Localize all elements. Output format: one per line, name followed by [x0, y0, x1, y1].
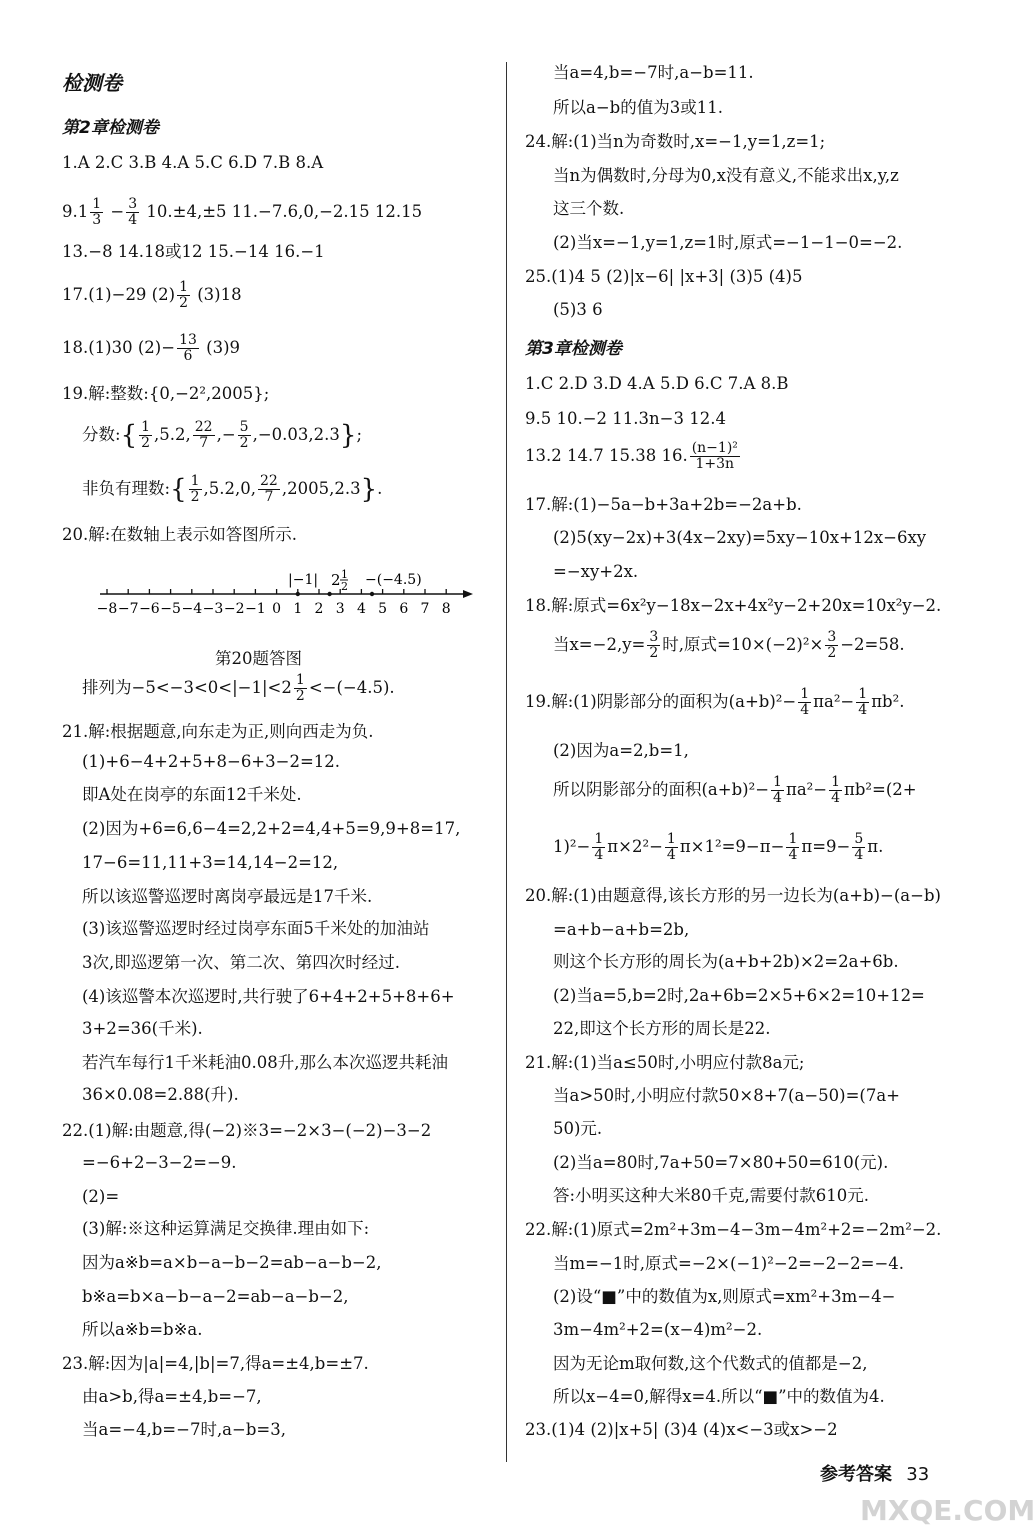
answer-line: 3次,即巡逻第一次、第二次、第四次时经过.: [82, 953, 400, 972]
answer-line: (2)=: [82, 1187, 120, 1206]
answer-line: 当a=−4,b=−7时,a−b=3,: [82, 1420, 286, 1439]
answer-line: 这三个数.: [553, 199, 625, 218]
page-number: 33: [906, 1464, 930, 1485]
number-line-figure: [95, 568, 480, 628]
answer-line: 3+2=36(千米).: [82, 1019, 203, 1038]
number-line-point: [327, 592, 331, 596]
number-line-tick-label: −3: [202, 601, 224, 617]
answer-line: (2)设“■”中的数值为x,则原式=xm²+3m−4−: [553, 1287, 896, 1306]
answer-line: 由a>b,得a=±4,b=−7,: [82, 1387, 262, 1406]
number-line-tick-label: −1: [245, 601, 266, 617]
answer-line: =−6+2−3−2=−9.: [82, 1153, 237, 1172]
watermark: MXQE.COM: [860, 1494, 1035, 1527]
answer-line: 13.−8 14.18或12 15.−14 16.−1: [62, 242, 325, 261]
answer-line: 18.解:原式=6x²y−18x−2x+4x²y−2+20x=10x²y−2.: [525, 596, 942, 615]
number-line-tick-label: 1: [293, 601, 303, 617]
answer-line: (5)3 6: [553, 300, 603, 319]
answer-line: 18.(1)30 (2)− $\frac{13}{6}$ (3)9: [62, 332, 241, 364]
answer-line: 因为无论m取何数,这个代数式的值都是−2,: [553, 1354, 868, 1373]
answer-line: 所以x−4=0,解得x=4.所以“■”中的数值为4.: [553, 1387, 885, 1406]
answer-line: 23.解:因为|a|=4,|b|=7,得a=±4,b=±7.: [62, 1354, 369, 1373]
number-line-tick-label: 6: [399, 601, 409, 617]
answer-line: (2)当x=−1,y=1,z=1时,原式=−1−1−0=−2.: [553, 233, 903, 252]
answer-line: 9.1 $\frac{1}{3}$ − $\frac{3}{4}$ 10.±4,±5 11.−7.6,0,−2.15 12.15: [62, 196, 423, 228]
answer-line: 9.5 10.−2 11.3n−3 12.4: [525, 409, 726, 428]
answer-line: 21.解:根据题意,向东走为正,则向西走为负.: [62, 722, 374, 741]
answer-line: 则这个长方形的周长为(a+b+2b)×2=2a+6b.: [553, 952, 899, 971]
footer: [820, 1460, 929, 1486]
column-divider: [506, 62, 507, 1462]
answer-line: 22.解:(1)原式=2m²+3m−4−3m−4m²+2=−2m²−2.: [525, 1220, 942, 1239]
number-line-tick-label: 5: [378, 601, 388, 617]
number-line-tick-label: 4: [356, 601, 366, 617]
answer-line: 答:小明买这种大米80千克,需要付款610元.: [553, 1186, 870, 1205]
number-line-tick-label: −6: [139, 601, 160, 617]
answer-line: 当x=−2,y= $\frac{3}{2}$ 时,原式=10×(−2)²× $\frac{3}{2}$ −2=58.: [553, 629, 905, 661]
answer-line: 20.解:(1)由题意得,该长方形的另一边长为(a+b)−(a−b): [525, 886, 941, 905]
answer-line: 36×0.08=2.88(升).: [82, 1085, 239, 1104]
answer-line: =−xy+2x.: [553, 562, 639, 581]
number-line-tick-label: 7: [420, 601, 430, 617]
answer-line: 所以该巡警巡逻时离岗亭最远是17千米.: [82, 887, 373, 906]
number-line-tick-label: −5: [160, 601, 181, 617]
answer-line: 排列为−5<−3<0<|−1|<2 $\frac{1}{2}$ <−(−4.5).: [82, 672, 395, 704]
answer-line: 当m=−1时,原式=−2×(−1)²−2=−2−2=−4.: [553, 1254, 905, 1273]
answer-line: 17.解:(1)−5a−b+3a+2b=−2a+b.: [525, 495, 802, 514]
answer-line: 当n为偶数时,分母为0,x没有意义,不能求出x,y,z: [553, 166, 899, 185]
answer-line: 1)²− $\frac{1}{4}$ π×2²− $\frac{1}{4}$ π×1²=9−π− $\frac{1}{4}$ π=9− $\frac{5}{4}$ π.: [553, 831, 884, 863]
answer-line: 3m−4m²+2=(x−4)m²−2.: [553, 1320, 763, 1339]
answer-line: 因为a※b=a×b−a−b−2=ab−a−b−2,: [82, 1253, 382, 1272]
answer-line: 所以a−b的值为3或11.: [553, 98, 723, 117]
answer-line: 20.解:在数轴上表示如答图所示.: [62, 525, 298, 544]
label-neg-neg-4.5: −(−4.5): [365, 572, 422, 588]
answer-line: 17−6=11,11+3=14,14−2=12,: [82, 853, 339, 872]
answer-line: 23.(1)4 (2)|x+5| (3)4 (4)x<−3或x>−2: [525, 1420, 838, 1439]
answer-line: 22,即这个长方形的周长是22.: [553, 1019, 771, 1038]
answer-line: b※a=b×a−b−a−2=ab−a−b−2,: [82, 1287, 349, 1306]
answer-line: 1.A 2.C 3.B 4.A 5.C 6.D 7.B 8.A: [62, 153, 324, 172]
answer-line: (2)因为a=2,b=1,: [553, 741, 689, 760]
page-heading: 检测卷: [62, 71, 122, 95]
answer-line: 非负有理数:{ $\frac{1}{2}$ ,5.2,0, $\frac{22}{7}$ ,2005,2.3}.: [82, 473, 383, 505]
number-line-tick-label: 3: [335, 601, 345, 617]
answer-line: (4)该巡警本次巡逻时,共行驶了6+4+2+5+8+6+: [82, 987, 455, 1006]
answer-line: 所以a※b=b※a.: [82, 1320, 203, 1339]
label-mixed-two: 2: [331, 571, 341, 589]
answer-line: (2)因为+6=6,6−4=2,2+2=4,4+5=9,9+8=17,: [82, 819, 461, 838]
answer-line: 所以阴影部分的面积(a+b)²− $\frac{1}{4}$ πa²− $\frac{1}{4}$ πb²=(2+: [553, 774, 917, 806]
answer-line: 17.(1)−29 (2) $\frac{1}{2}$ (3)18: [62, 279, 242, 311]
answer-line: (1)+6−4+2+5+8−6+3−2=12.: [82, 752, 341, 771]
number-line-tick-label: −8: [96, 601, 118, 617]
arrow-icon: [463, 590, 473, 598]
answer-line: (3)该巡警巡逻时经过岗亭东面5千米处的加油站: [82, 919, 430, 938]
chapter2-title: 第2章检测卷: [62, 118, 159, 138]
label-mixed-den: 2: [341, 580, 348, 593]
number-line-tick-label: 8: [441, 601, 451, 617]
answer-line: 即A处在岗亭的东面12千米处.: [82, 785, 302, 804]
answer-line: 当a=4,b=−7时,a−b=11.: [553, 63, 754, 82]
answer-line: 19.解:整数:{0,−2²,2005};: [62, 384, 270, 403]
answer-line: =a+b−a+b=2b,: [553, 920, 690, 939]
answer-line: 50)元.: [553, 1119, 603, 1138]
number-line-tick-label: 0: [272, 601, 282, 617]
label-abs-minus-one: |−1|: [288, 572, 319, 588]
answer-line: (2)5(xy−2x)+3(4x−2xy)=5xy−10x+12x−6xy: [553, 528, 927, 547]
number-line-tick-label: −7: [117, 601, 139, 617]
number-line-tick-label: 2: [314, 601, 324, 617]
answer-line: 22.(1)解:由题意,得(−2)※3=−2×3−(−2)−3−2: [62, 1121, 432, 1140]
answer-line: 分数:{ $\frac{1}{2}$ ,5.2, $\frac{22}{7}$ ,− $\frac{5}{2}$ ,−0.03,2.3};: [82, 419, 362, 451]
chapter3-title: 第3章检测卷: [525, 339, 622, 359]
answer-line: 25.(1)4 5 (2)|x−6| |x+3| (3)5 (4)5: [525, 267, 803, 286]
figure-caption: 第20题答图: [215, 649, 302, 668]
number-line-tick-label: −4: [181, 601, 203, 617]
answer-line: 1.C 2.D 3.D 4.A 5.D 6.C 7.A 8.B: [525, 374, 789, 393]
answer-line: (3)解:※这种运算满足交换律.理由如下:: [82, 1219, 370, 1238]
answer-line: 当a>50时,小明应付款50×8+7(a−50)=(7a+: [553, 1086, 900, 1105]
footer-label: 参考答案: [820, 1464, 892, 1485]
number-line-point: [370, 592, 374, 596]
answer-line: 21.解:(1)当a≤50时,小明应付款8a元;: [525, 1053, 805, 1072]
answer-line: 若汽车每行1千米耗油0.08升,那么本次巡逻共耗油: [82, 1053, 448, 1072]
answer-line: (2)当a=80时,7a+50=7×80+50=610(元).: [553, 1153, 889, 1172]
number-line-point: [296, 592, 300, 596]
answer-line: 24.解:(1)当n为奇数时,x=−1,y=1,z=1;: [525, 132, 826, 151]
answer-line: 19.解:(1)阴影部分的面积为(a+b)²− $\frac{1}{4}$ πa²− $\frac{1}{4}$ πb².: [525, 686, 905, 718]
answer-line: (2)当a=5,b=2时,2a+6b=2×5+6×2=10+12=: [553, 986, 925, 1005]
number-line-tick-label: −2: [223, 601, 245, 617]
label-mixed-num: 1: [341, 568, 348, 581]
answer-line: 13.2 14.7 15.38 16. $\frac{\text{(n−1)²}}{1+3n}$: [525, 440, 738, 472]
